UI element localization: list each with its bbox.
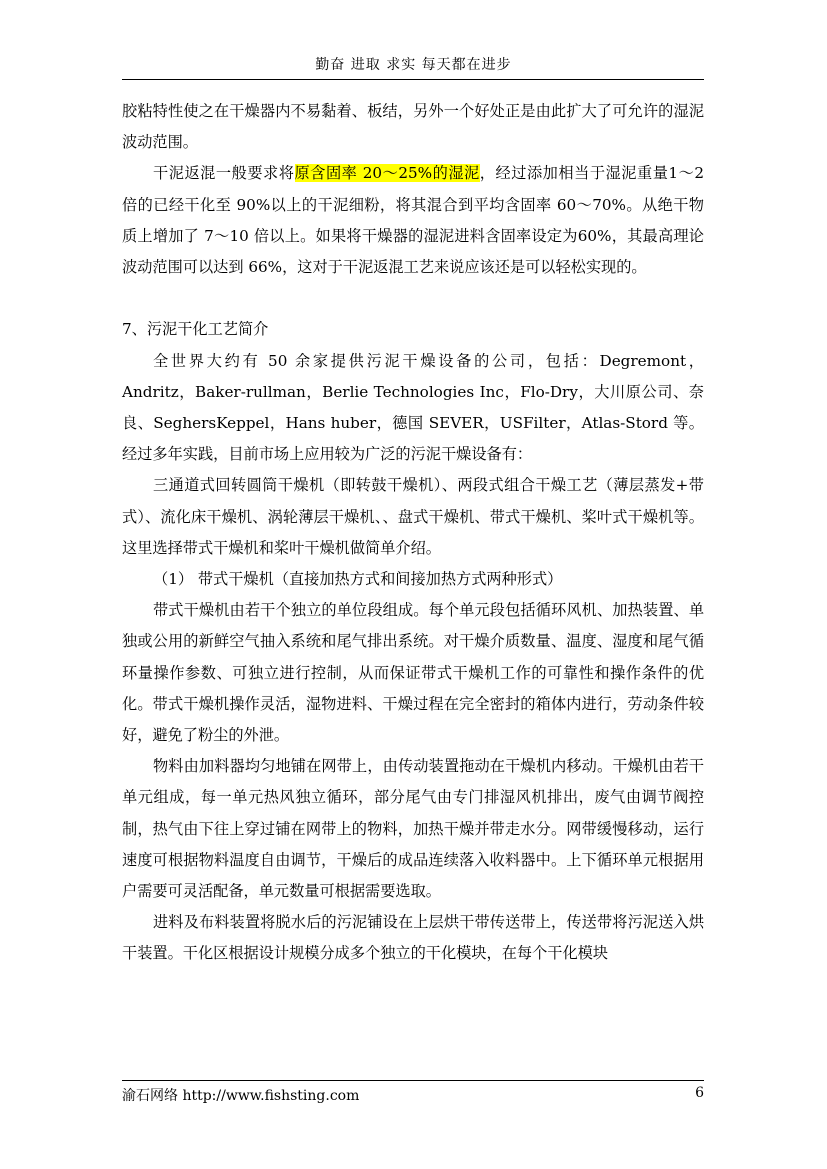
footer-company: 渝石网络 http://www.fishsting.com bbox=[122, 1088, 360, 1104]
paragraph-dryer-types: 三通道式回转圆筒干燥机（即转鼓干燥机）、两段式组合干燥工艺（薄层蒸发+带式）、流化床干燥机、涡轮薄层干燥机、、盘式干燥机、带式干燥机、桨叶式干燥机等。这里选择带式干燥机和桨叶干燥机做简单介绍。 bbox=[122, 476, 704, 557]
paragraph-sludge-backmixing bbox=[122, 158, 704, 283]
paragraph-text-before: 干泥返混一般要求将 bbox=[153, 164, 295, 183]
header-divider bbox=[122, 79, 704, 80]
paragraph-belt-dryer-structure: 带式干燥机由若干个独立的单位段组成。每个单元段包括循环风机、加热装置、单独或公用的新鲜空气抽入系统和尾气排出系统。对干燥介质数量、温度、湿度和尾气循环量操作参数、可独立进行控制，从而保证带式干燥机工作的可靠性和操作条件的优化。带式干燥机操作灵活，湿物进料、干燥过程在完全密封的箱体内进行，劳动条件较好，避免了粉尘的外泄。 bbox=[122, 601, 704, 745]
sub-heading-belt-dryer: （1） 带式干燥机（直接加热方式和间接加热方式两种形式） bbox=[153, 570, 563, 589]
body-text bbox=[122, 96, 704, 970]
highlighted-text: 原含固率 20～25%的湿泥 bbox=[294, 164, 480, 183]
paragraph-suppliers: 全世界大约有 50 余家提供污泥干燥设备的公司，包括：Degremont，Andritz，Baker-rullman，Berlie Technologies Inc，Flo-Dry，大川原公司、奈良、SeghersKeppel，Hans huber，德国 SEVER，USFilter，Atlas-Stord 等。经过多年实践，目前市场上应用较为广泛的污泥干燥设备有： bbox=[122, 351, 704, 464]
paragraph-continuation: 胶粘特性使之在干燥器内不易黏着、板结，另外一个好处正是由此扩大了可允许的湿泥波动范围。 bbox=[122, 102, 704, 152]
paragraph-belt-dryer-process: 物料由加料器均匀地铺在网带上，由传动装置拖动在干燥机内移动。干燥机由若干单元组成，每一单元热风独立循环，部分尾气由专门排湿风机排出，废气由调节阀控制，热气由下往上穿过铺在网带上的物料，加热干燥并带走水分。网带缓慢移动，运行速度可根据物料温度自由调节，干燥后的成品连续落入收料器中。上下循环单元根据用户需要可灵活配备，单元数量可根据需要选取。 bbox=[122, 757, 704, 901]
paragraph-text-after: ，经过添加相当于湿泥重量1～2 倍的已经干化至 90%以上的干泥细粉，将其混合到平均含固率 60～70%。从绝干物质上增加了 7～10 倍以上。如果将干燥器的湿泥进料含固率设定为60%，其最高理论波动范围可以达到 66%，这对于干泥返混工艺来说应该还是可以轻松实现的。 bbox=[122, 164, 705, 277]
blank-line bbox=[122, 283, 704, 314]
section-heading: 7、污泥干化工艺简介 bbox=[122, 320, 269, 339]
paragraph-feeding-device: 进料及布料装置将脱水后的污泥铺设在上层烘干带传送带上，传送带将污泥送入烘干装置。干化区根据设计规模分成多个独立的干化模块，在每个干化模块 bbox=[122, 913, 704, 963]
header-motto: 勤奋 进取 求实 每天都在进步 bbox=[315, 57, 512, 73]
page-number: 6 bbox=[695, 1085, 704, 1101]
footer-divider bbox=[122, 1080, 704, 1081]
